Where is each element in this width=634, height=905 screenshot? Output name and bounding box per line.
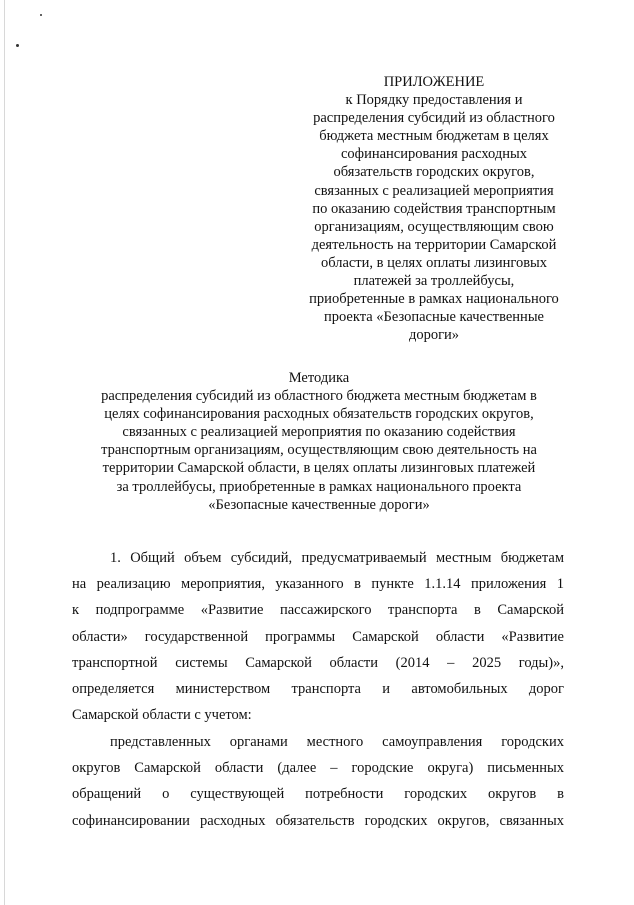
methodology-line: территории Самарской области, в целях оплаты лизинговых платежей (102, 460, 536, 477)
methodology-line: за троллейбусы, приобретенные в рамках национального проекта (116, 478, 522, 495)
methodology-line: распределения субсидий из областного бюджета местным бюджетам в (101, 388, 537, 405)
paragraph-line: области» государственной программы Самарской области «Развитие (72, 628, 564, 645)
appendix-line: бюджета местным бюджетам в целях (319, 128, 549, 145)
methodology-line: «Безопасные качественные дороги» (208, 496, 430, 513)
appendix-line: деятельность на территории Самарской (311, 236, 557, 253)
appendix-line: распределения субсидий из областного (313, 110, 555, 127)
appendix-line: дороги» (408, 327, 460, 344)
paragraph-line: определяется министерством транспорта и автомобильных дорог (72, 681, 564, 698)
methodology-title: Методика (288, 370, 350, 386)
paragraph-2 (72, 729, 564, 834)
paragraph-line: 1. Общий объем субсидий, предусматриваемый местным бюджетам (110, 550, 564, 566)
appendix-line: платежей за троллейбусы, (353, 273, 515, 290)
methodology-line: транспортным организациям, осуществляющим свою деятельность на (101, 442, 537, 459)
paragraph-line: софинансировании расходных обязательств городских округов, связанных (72, 812, 564, 829)
scan-mark (40, 14, 42, 16)
paragraph-line: обращений о существующей потребности городских округов в (72, 786, 564, 803)
paragraph-line: на реализацию мероприятия, указанного в пункте 1.1.14 приложения 1 (72, 576, 564, 593)
appendix-line: по оказанию содействия транспортным (312, 200, 556, 217)
paragraph-line: к подпрограмме «Развитие пассажирского транспорта в Самарской (72, 602, 564, 619)
methodology-line: связанных с реализацией мероприятия по оказанию содействия (122, 424, 516, 441)
methodology-block (70, 369, 568, 514)
appendix-line: области, в целях оплаты лизинговых (320, 254, 548, 271)
appendix-line: связанных с реализацией мероприятия (314, 182, 554, 199)
methodology-line: целях софинансирования расходных обязательств городских округов, (104, 406, 534, 423)
appendix-line: организациям, осуществляющим свою (314, 218, 554, 235)
appendix-line: к Порядку предоставления и (345, 92, 523, 109)
paragraph-line: Самарской области с учетом: (72, 707, 252, 724)
scan-mark (16, 44, 19, 47)
appendix-line: софинансирования расходных (341, 146, 527, 163)
paragraph-1 (72, 545, 564, 728)
paragraph-line: транспортной системы Самарской области (2014 – 2025 годы)», (72, 654, 564, 671)
appendix-line: проекта «Безопасные качественные (323, 309, 544, 326)
appendix-line: обязательств городских округов, (333, 164, 535, 181)
paragraph-line: представленных органами местного самоуправления городских (110, 734, 564, 750)
paragraph-line: округов Самарской области (далее – городские округа) письменных (72, 760, 564, 777)
appendix-block (300, 73, 568, 344)
appendix-heading: ПРИЛОЖЕНИЕ (383, 74, 485, 90)
scan-edge-line (4, 0, 5, 905)
appendix-line: приобретенные в рамках национального (309, 291, 559, 308)
